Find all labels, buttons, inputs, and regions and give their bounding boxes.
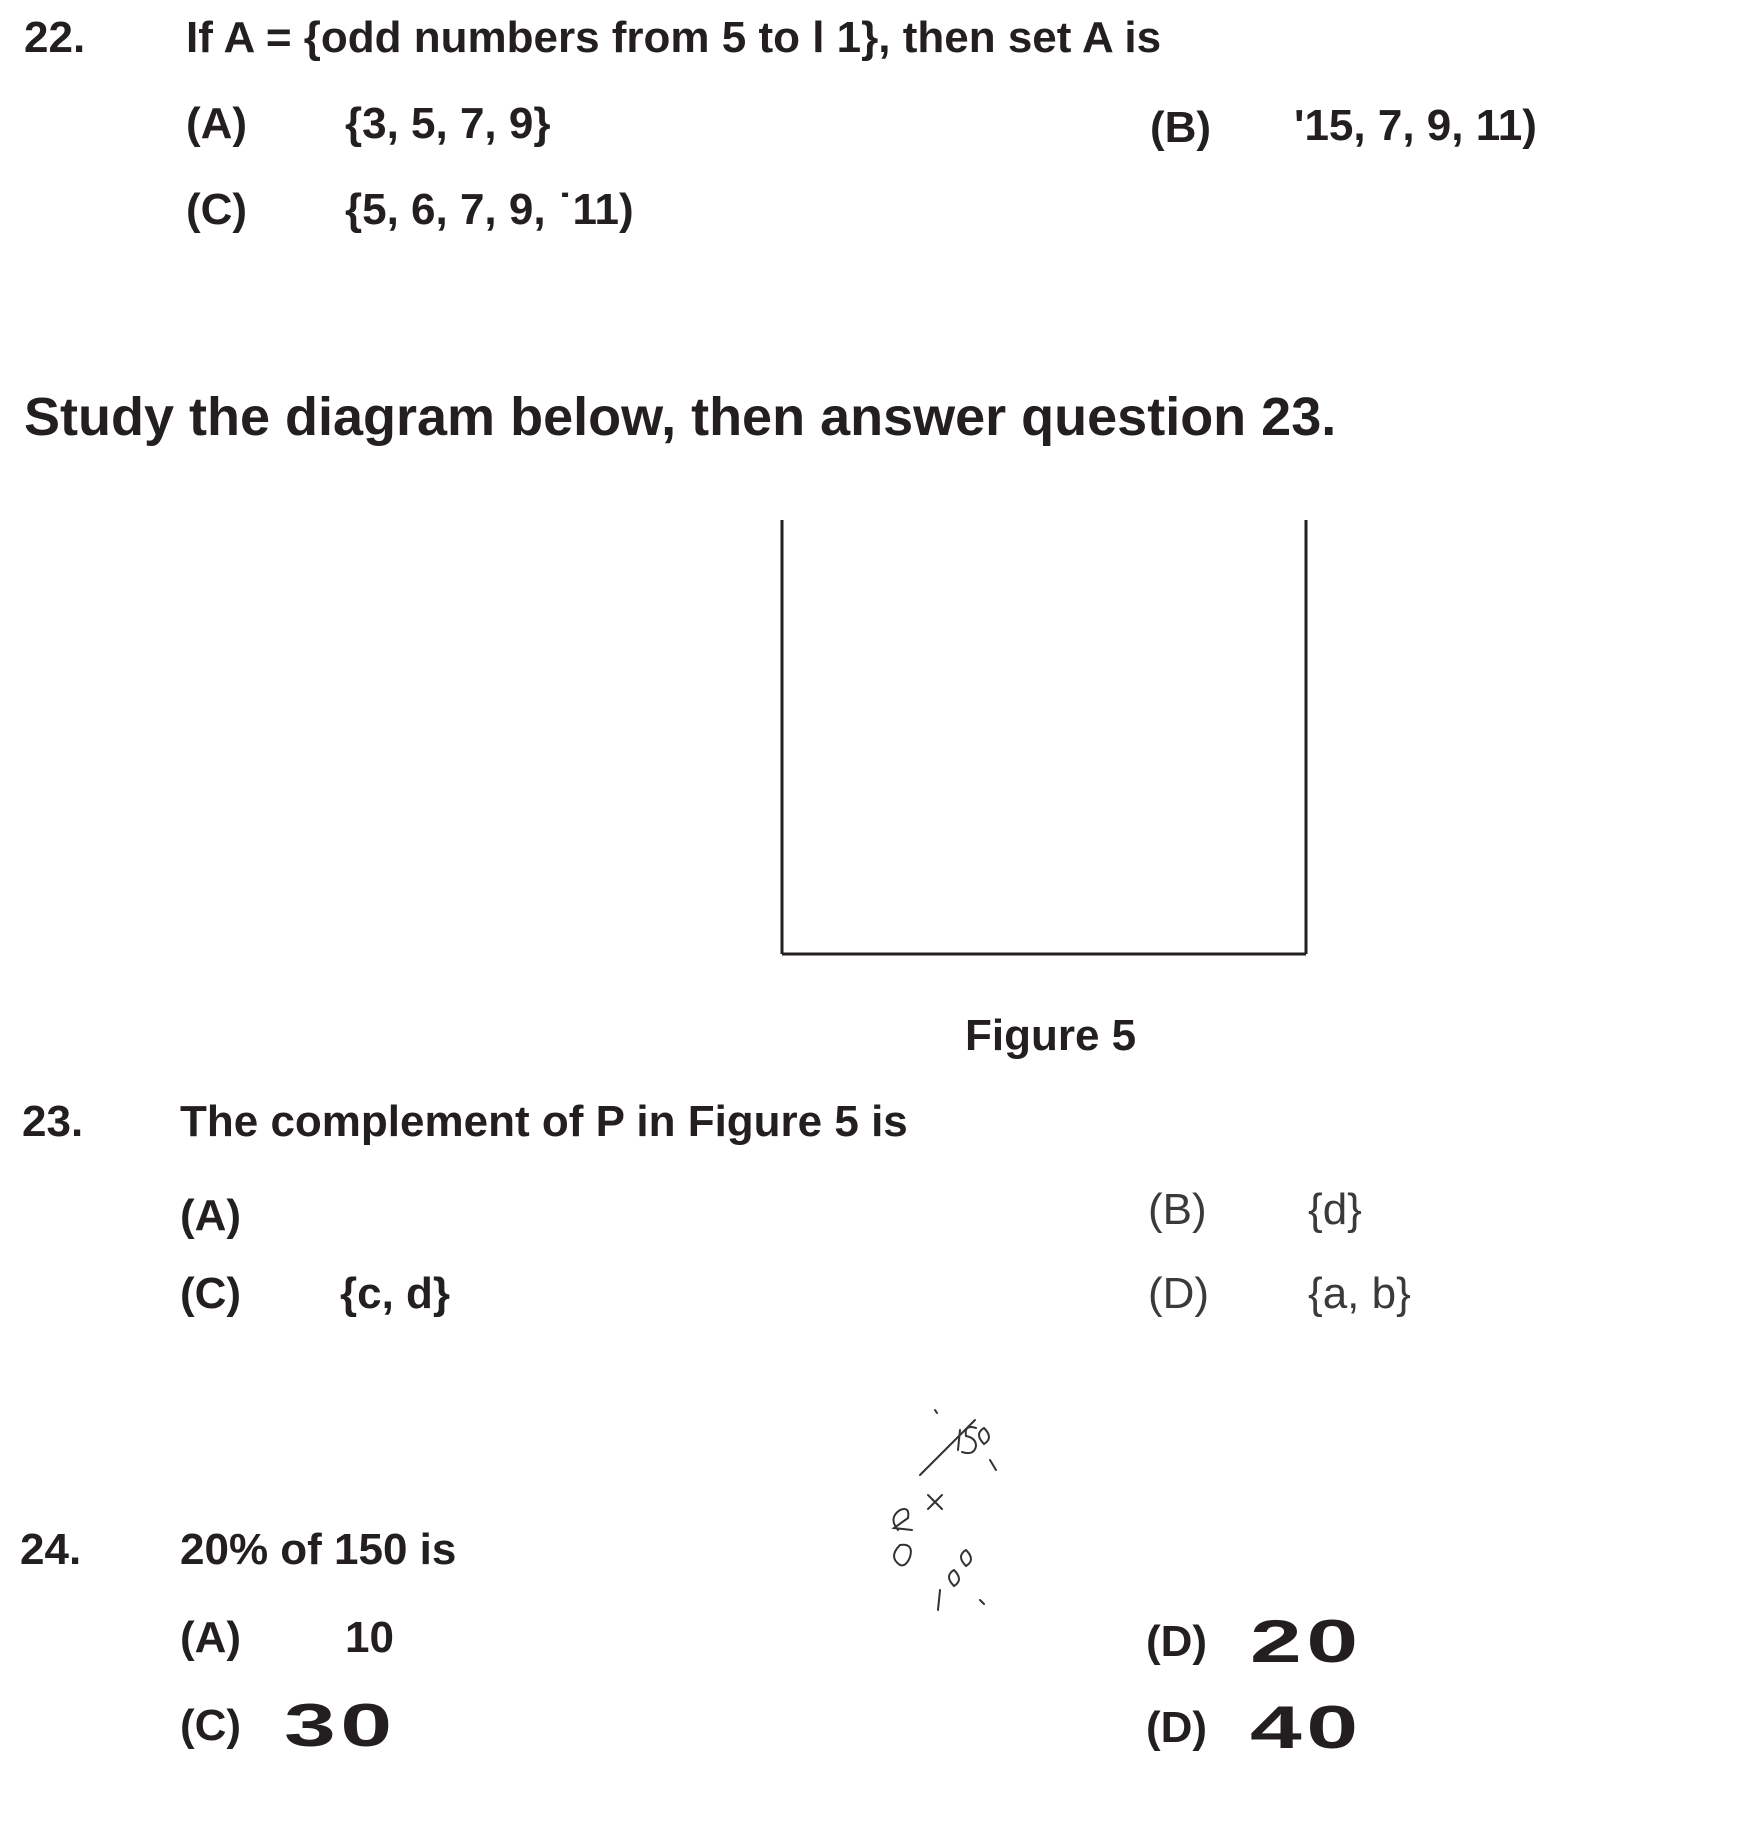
q23-option-d-text[interactable]: {a, b}	[1308, 1269, 1411, 1318]
q22-number: 22.	[24, 13, 86, 62]
q23-option-b-text[interactable]: {d}	[1308, 1185, 1362, 1234]
q23-option-c-letter[interactable]: (C)	[180, 1269, 242, 1318]
q23-number: 23.	[22, 1097, 84, 1146]
q24-option-d1-text[interactable]: 20	[1250, 1608, 1363, 1675]
q24-option-a-letter[interactable]: (A)	[180, 1613, 242, 1662]
q23-stem: The complement of P in Figure 5 is	[180, 1097, 908, 1146]
q22-option-c-text[interactable]: {5, 6, 7, 9, ˙11)	[345, 185, 634, 234]
q24-number: 24.	[20, 1525, 82, 1574]
figure-5-diagram	[780, 520, 1310, 960]
q23-option-d-letter[interactable]: (D)	[1148, 1269, 1210, 1318]
q24-option-c-text[interactable]: 30	[284, 1692, 397, 1759]
q24-option-d2-letter[interactable]: (D)	[1146, 1703, 1208, 1752]
q24-option-d1-letter[interactable]: (D)	[1146, 1617, 1208, 1666]
q22-option-b-letter[interactable]: (B)	[1150, 103, 1212, 152]
handwritten-calculation-scribble	[880, 1390, 1020, 1660]
q24-option-d2-text[interactable]: 40	[1250, 1694, 1363, 1761]
q22-option-b-text[interactable]: '15, 7, 9, 11)	[1294, 101, 1537, 150]
q23-option-a-letter[interactable]: (A)	[180, 1191, 242, 1240]
q23-option-c-text[interactable]: {c, d}	[340, 1269, 451, 1318]
q22-option-a-letter[interactable]: (A)	[186, 99, 248, 148]
figure-caption: Figure 5	[965, 1011, 1137, 1060]
q24-option-a-text[interactable]: 10	[345, 1613, 394, 1662]
q22-option-c-letter[interactable]: (C)	[186, 185, 248, 234]
q23-option-b-letter[interactable]: (B)	[1148, 1185, 1207, 1234]
q24-option-c-letter[interactable]: (C)	[180, 1701, 242, 1750]
instruction-heading: Study the diagram below, then answer question 23.	[24, 387, 1337, 447]
q22-stem: If A = {odd numbers from 5 to l 1}, then set A is	[186, 13, 1162, 62]
q22-option-a-text[interactable]: {3, 5, 7, 9}	[345, 99, 551, 148]
q24-stem: 20% of 150 is	[180, 1525, 457, 1574]
